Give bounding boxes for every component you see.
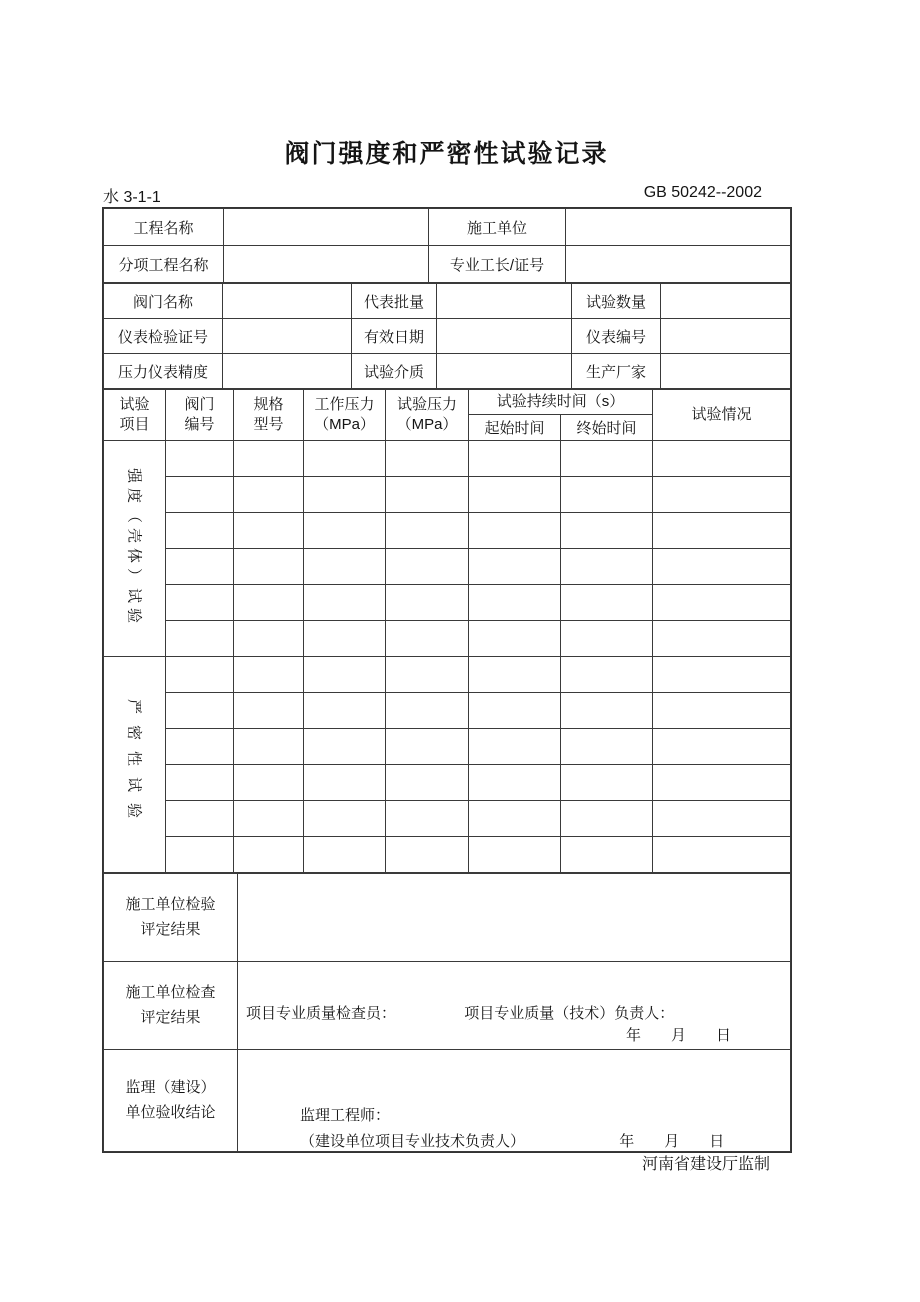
blank-cell [469,476,561,512]
col-header-spec-model: 规格 型号 [234,390,304,441]
sub-project-name-label: 分项工程名称 [104,246,224,283]
test-data-row [104,440,791,476]
blank-cell [437,354,572,389]
info-table-top [103,208,791,283]
blank-cell [386,440,469,476]
supervising-engineer-label: 监理工程师： [300,1106,391,1124]
owner-delegate-label: （建设单位项目专业技术负责人） [300,1132,526,1150]
blank-cell [304,728,386,764]
blank-cell [304,512,386,548]
blank-cell [234,764,304,800]
blank-cell [469,656,561,692]
blank-cell [661,354,791,389]
blank-cell [661,284,791,319]
blank-cell [653,656,791,692]
blank-cell [386,476,469,512]
page-title: 阀门强度和严密性试验记录 [284,140,609,168]
blank-cell [386,548,469,584]
valid-date-label: 有效日期 [352,319,437,354]
gauge-precision-label: 压力仪表精度 [104,354,223,389]
test-data-row [104,656,791,692]
blank-cell [234,656,304,692]
blank-cell [561,620,653,656]
test-data-row [104,800,791,836]
section-label-contractor-check: 施工单位检查 评定结果 [104,961,238,1049]
blank-cell [469,512,561,548]
gauge-number-label: 仪表编号 [572,319,661,354]
blank-cell [437,284,572,319]
manufacturer-label: 生产厂家 [572,354,661,389]
project-name-label: 工程名称 [104,209,224,246]
blank-cell [469,692,561,728]
blank-cell [386,620,469,656]
col-header-working-pressure: 工作压力 （MPa） [304,390,386,441]
section-check-result [104,961,791,1049]
blank-cell [166,512,234,548]
blank-cell [653,476,791,512]
test-data-row [104,512,791,548]
blank-cell [653,440,791,476]
blank-cell [469,728,561,764]
test-record-table [103,389,791,873]
blank-cell [566,246,791,283]
blank-cell [561,584,653,620]
owner-delegate-line [300,1130,724,1151]
blank-cell [234,512,304,548]
blank-cell [386,800,469,836]
blank-cell [653,800,791,836]
blank-cell [653,692,791,728]
col-header-test-pressure: 试验压力 （MPa） [386,390,469,441]
section-label-contractor-inspection: 施工单位检验 评定结果 [104,873,238,961]
standard-code: GB 50242--2002 [643,184,762,201]
blank-cell [166,440,234,476]
section-acceptance-conclusion [104,1049,791,1151]
blank-cell [469,584,561,620]
table-row [104,284,791,319]
section-content-contractor-check [238,961,791,1049]
form-code: 水 3-1-1 [103,189,161,206]
blank-cell [304,692,386,728]
blank-cell [653,836,791,872]
table-row [104,354,791,389]
blank-cell [469,440,561,476]
date-placeholder: 年 月 日 [619,1132,725,1150]
blank-cell [386,584,469,620]
blank-cell [561,656,653,692]
date-placeholder: 年 月 日 [626,1026,732,1044]
row-group-label-strength-test: 强度（壳体）试验 [104,440,166,656]
blank-cell [653,584,791,620]
signature-sections-table [103,873,791,1152]
blank-cell [166,692,234,728]
row-group-label-tightness-test: 严密性试验 [104,656,166,872]
blank-cell [166,836,234,872]
blank-cell [566,209,791,246]
blank-cell [304,620,386,656]
blank-cell [661,319,791,354]
signer-labels [246,1002,674,1023]
test-data-row [104,836,791,872]
header-row [104,390,791,415]
quality-manager-label: 项目专业质量（技术）负责人： [464,1004,675,1022]
info-table-middle [103,283,791,389]
blank-cell [166,584,234,620]
blank-cell [653,764,791,800]
table-row [104,319,791,354]
blank-cell [304,548,386,584]
section-content-supervisor-acceptance [238,1049,791,1151]
col-header-test-result: 试验情况 [653,390,791,441]
foreman-id-label: 专业工长/证号 [429,246,566,283]
test-data-row [104,548,791,584]
blank-cell [561,440,653,476]
blank-cell [561,548,653,584]
blank-cell [469,836,561,872]
blank-cell [437,319,572,354]
blank-cell [234,836,304,872]
blank-cell [223,319,352,354]
form-table [103,208,791,1152]
blank-cell [234,584,304,620]
blank-cell [304,440,386,476]
col-header-test-item: 试验 项目 [104,390,166,441]
blank-cell [223,354,352,389]
section-content-contractor-inspection [238,873,791,961]
blank-cell [561,764,653,800]
blank-cell [166,800,234,836]
table-row [104,209,791,246]
blank-cell [234,800,304,836]
blank-cell [234,728,304,764]
blank-cell [386,512,469,548]
test-data-row [104,476,791,512]
blank-cell [304,836,386,872]
blank-cell [561,800,653,836]
blank-cell [304,656,386,692]
blank-cell [166,620,234,656]
blank-cell [304,764,386,800]
col-header-end-time: 终始时间 [561,414,653,440]
blank-cell [386,728,469,764]
blank-cell [386,764,469,800]
construction-unit-label: 施工单位 [429,209,566,246]
gauge-certificate-label: 仪表检验证号 [104,319,223,354]
blank-cell [469,620,561,656]
blank-cell [561,728,653,764]
blank-cell [166,764,234,800]
blank-cell [304,800,386,836]
blank-cell [166,548,234,584]
col-header-duration-group: 试验持续时间（s） [469,390,653,415]
blank-cell [386,692,469,728]
blank-cell [386,656,469,692]
table-row [104,246,791,283]
test-data-row [104,728,791,764]
test-medium-label: 试验介质 [352,354,437,389]
blank-cell [561,836,653,872]
blank-cell [561,476,653,512]
col-header-start-time: 起始时间 [469,414,561,440]
blank-cell [304,584,386,620]
blank-cell [224,209,429,246]
blank-cell [166,656,234,692]
meta-row [103,184,790,207]
blank-cell [469,548,561,584]
blank-cell [653,620,791,656]
blank-cell [561,692,653,728]
blank-cell [653,548,791,584]
blank-cell [653,512,791,548]
section-label-supervisor-acceptance: 监理（建设） 单位验收结论 [104,1049,238,1151]
blank-cell [234,548,304,584]
blank-cell [224,246,429,283]
blank-cell [223,284,352,319]
section-inspection-result [104,873,791,961]
blank-cell [166,476,234,512]
test-data-row [104,584,791,620]
col-header-valve-number: 阀门 编号 [166,390,234,441]
batch-label: 代表批量 [352,284,437,319]
blank-cell [386,836,469,872]
test-data-row [104,692,791,728]
blank-cell [234,476,304,512]
blank-cell [469,764,561,800]
blank-cell [653,728,791,764]
quality-inspector-label: 项目专业质量检查员： [246,1004,397,1022]
blank-cell [304,476,386,512]
valve-name-label: 阀门名称 [104,284,223,319]
blank-cell [561,512,653,548]
test-quantity-label: 试验数量 [572,284,661,319]
issuing-authority: 河南省建设厅监制 [641,1156,770,1173]
blank-cell [469,800,561,836]
blank-cell [234,692,304,728]
test-data-row [104,764,791,800]
blank-cell [234,440,304,476]
blank-cell [234,620,304,656]
blank-cell [166,728,234,764]
test-data-row [104,620,791,656]
